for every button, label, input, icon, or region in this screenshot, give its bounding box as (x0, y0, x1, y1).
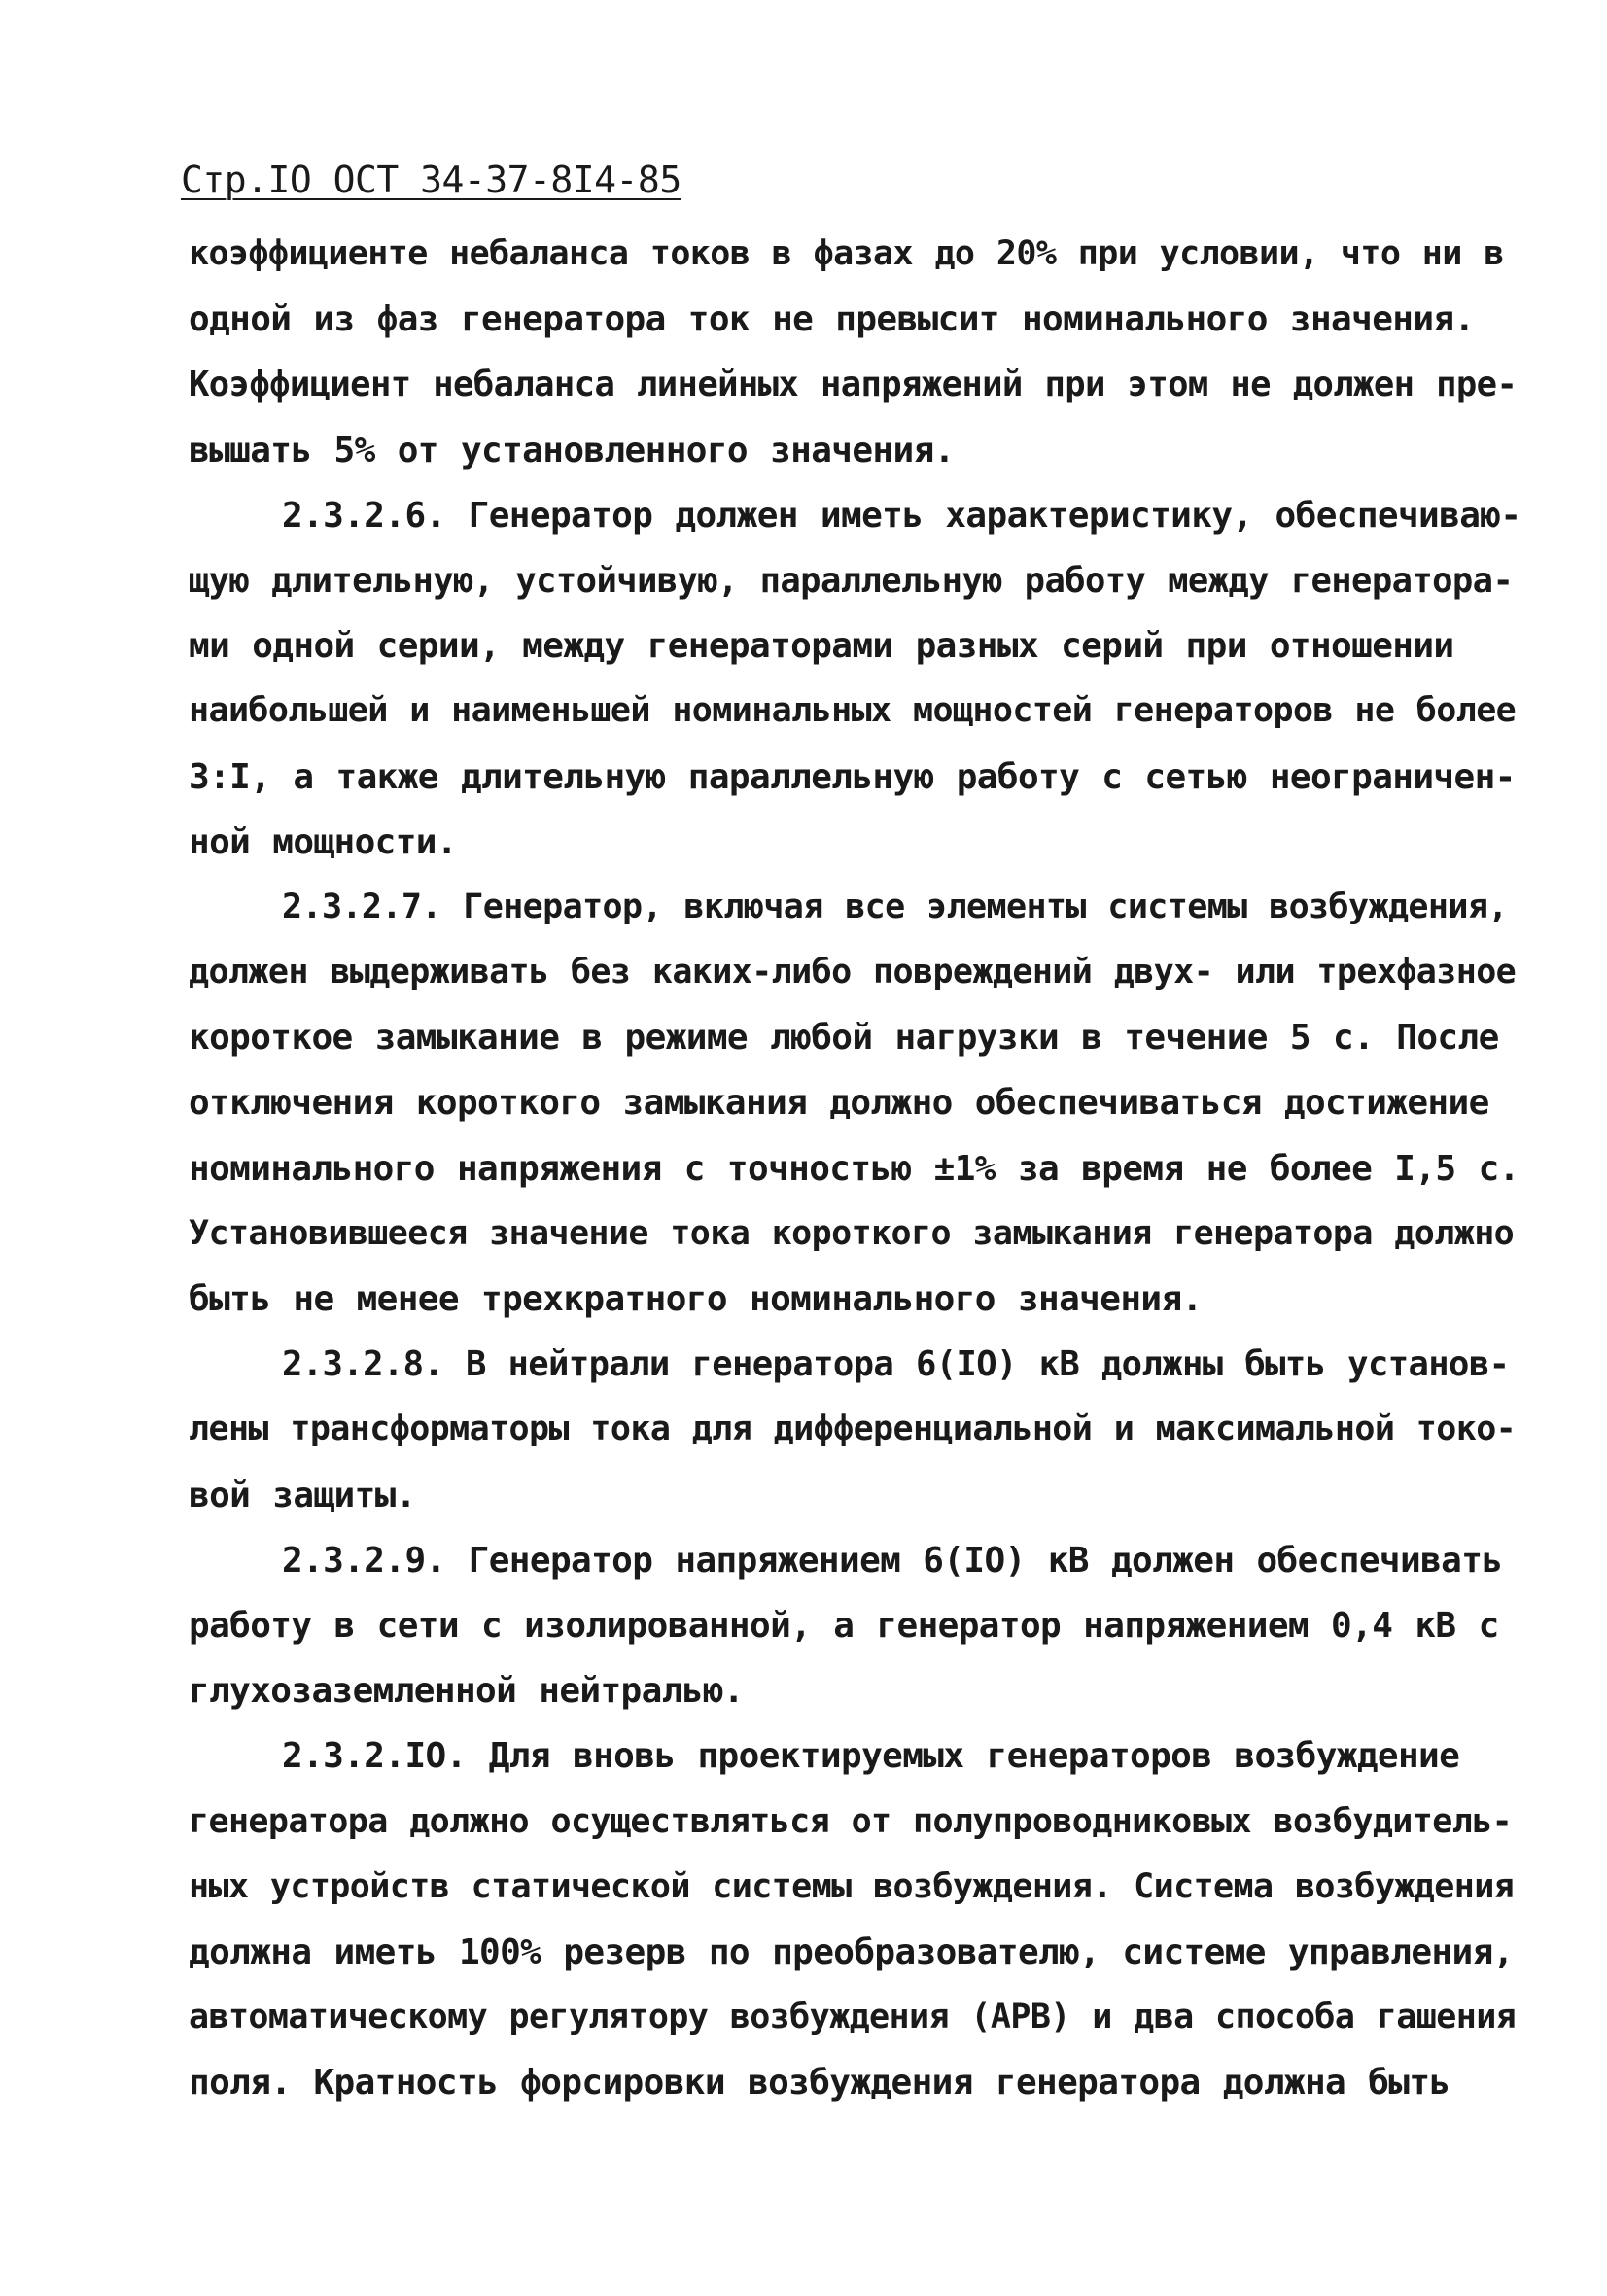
text-line: ных устройств статической системы возбуждения. Система возбуждения (189, 1866, 1515, 1906)
text-line: вышать 5% от установленного значения. (189, 430, 955, 470)
text-line: 2.3.2.8. В нейтрали генератора 6(IO) кВ должны быть установ- (282, 1344, 1510, 1385)
text-line: глухозаземленной нейтралью. (189, 1671, 744, 1712)
text-line: отключения короткого замыкания должно обеспечиваться достижение (189, 1083, 1489, 1124)
text-line: должен выдерживать без каких-либо повреждений двух- или трехфазное (189, 953, 1517, 992)
text-line: наибольшей и наименьшей номинальных мощностей генераторов не более (189, 691, 1517, 731)
text-line: 2.3.2.7. Генератор, включая все элементы системы возбуждения, (282, 887, 1508, 926)
text-line: 2.3.2.IO. Для вновь проектируемых генераторов возбуждение (282, 1736, 1460, 1777)
text-line: работу в сети с изолированной, а генератор напряжением 0,4 кВ с (189, 1605, 1499, 1646)
text-line: 3:I, а также длительную параллельную работу с сетью неограничен- (189, 756, 1516, 797)
text-line: автоматическому регулятору возбуждения (АРВ) и два способа гашения (189, 1998, 1517, 2037)
text-line: вой защиты. (189, 1475, 416, 1515)
text-line: одной из фаз генератора ток не превысит номинального значения. (189, 299, 1475, 340)
text-line: 2.3.2.9. Генератор напряжением 6(IO) кВ должен обеспечивать (282, 1540, 1503, 1581)
text-line: щую длительную, устойчивую, параллельную работу между генератора- (189, 560, 1514, 601)
text-line: 2.3.2.6. Генератор должен иметь характеристику, обеспечиваю- (282, 495, 1521, 536)
text-line: ми одной серии, между генераторами разных серий при отношении (189, 626, 1454, 667)
text-line: Коэффициент небаланса линейных напряжений при этом не должен пре- (189, 365, 1518, 405)
text-line: генератора должно осуществляться от полупроводниковых возбудитель- (189, 1801, 1513, 1841)
text-line: быть не менее трехкратного номинального значения. (189, 1279, 1203, 1319)
text-line: коэффициенте небаланса токов в фазах до 20% при условии, что ни в (189, 234, 1504, 273)
text-line: должна иметь 100% резерв по преобразователю, системе управления, (189, 1931, 1514, 1972)
text-line: поля. Кратность форсировки возбуждения генератора должна быть (189, 2063, 1450, 2104)
text-line: лены трансформаторы тока для дифференциальной и максимальной токо- (189, 1409, 1517, 1449)
text-line: Установившееся значение тока короткого замыкания генератора должно (189, 1213, 1515, 1253)
text-line: короткое замыкание в режиме любой нагрузки в течение 5 с. После (189, 1018, 1499, 1059)
page-header: Стр.IO ОСТ 34-37-8I4-85 (181, 158, 681, 201)
text-line: ной мощности. (189, 821, 457, 862)
text-line: номинального напряжения с точностью ±1% за время не более I,5 с. (189, 1148, 1520, 1189)
document-body (189, 222, 1520, 2115)
